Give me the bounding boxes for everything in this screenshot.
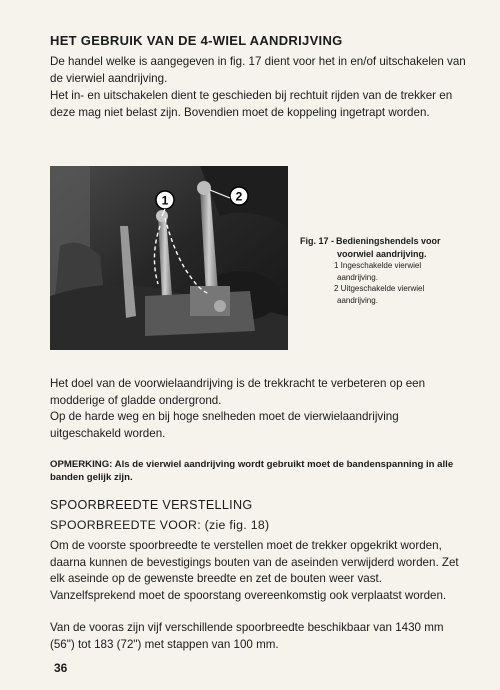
paragraph-traction-purpose: Het doel van de voorwielaandrijving is de trekkracht te verbeteren op een modderige of gladde ondergrond. <box>50 377 426 407</box>
caption-item-1: 1 Ingeschakelde vierwiel aandrijving. <box>334 261 422 282</box>
paragraph-handle-purpose: De handel welke is aangegeven in fig. 17 dient voor het in en/of uitschakelen van de vierwiel aandrijving. <box>50 55 466 85</box>
note-tire-pressure <box>50 458 470 484</box>
note-text: Als de vierwiel aandrijving wordt gebruikt moet de bandenspanning in alle banden gelijk zijn. <box>50 459 454 483</box>
caption-figure-number: Fig. 17 - <box>300 236 335 246</box>
caption-title-line2: voorwiel aandrijving. <box>337 248 427 259</box>
paragraph-adjust-procedure: Om de voorste spoorbreedte te verstellen moet de trekker opgekrikt worden, daarna kunnen de bevestigings bouten van de aseinden verwijderd worden. Zet elk aseinde op de gewenste breedte en zet de bouten weer vast. Vanzelfsprekend moet de spoorstang overeenkomstig ook verplaatst worden. <box>50 539 459 602</box>
subheading-front-track: SPOORBREEDTE VOOR: (zie fig. 18) <box>50 518 270 532</box>
figure-17-photo <box>50 166 288 350</box>
page-number: 36 <box>54 661 68 675</box>
figure-17-caption <box>300 235 460 306</box>
paragraph-disengage-road: Op de harde weg en bij hoge snelheden moet de vierwielaandrijving uitgeschakeld worden. <box>50 410 399 440</box>
callout-2-label: 2 <box>235 189 243 204</box>
levers-illustration <box>50 166 288 350</box>
paragraph-track-widths: Van de vooras zijn vijf verschillende spoorbreedte beschikbaar van 1430 mm (56") tot 183 (72") met stappen van 100 mm. <box>50 621 444 651</box>
note-label: OPMERKING: <box>50 459 113 470</box>
section-heading-track-width: SPOORBREEDTE VERSTELLING <box>50 498 253 512</box>
paragraph-engage-conditions: Het in- en uitschakelen dient te geschieden bij rechtuit rijden van de trekker en deze mag niet belast zijn. Bovendien moet de koppeling ingetrapt worden. <box>50 89 453 119</box>
caption-item-2: 2 Uitgeschakelde vierwiel aandrijving. <box>334 284 425 305</box>
callout-1-label: 1 <box>161 193 169 208</box>
section-heading: HET GEBRUIK VAN DE 4-WIEL AANDRIJVING <box>50 33 343 48</box>
caption-title: Bedieningshendels voor <box>336 236 441 246</box>
